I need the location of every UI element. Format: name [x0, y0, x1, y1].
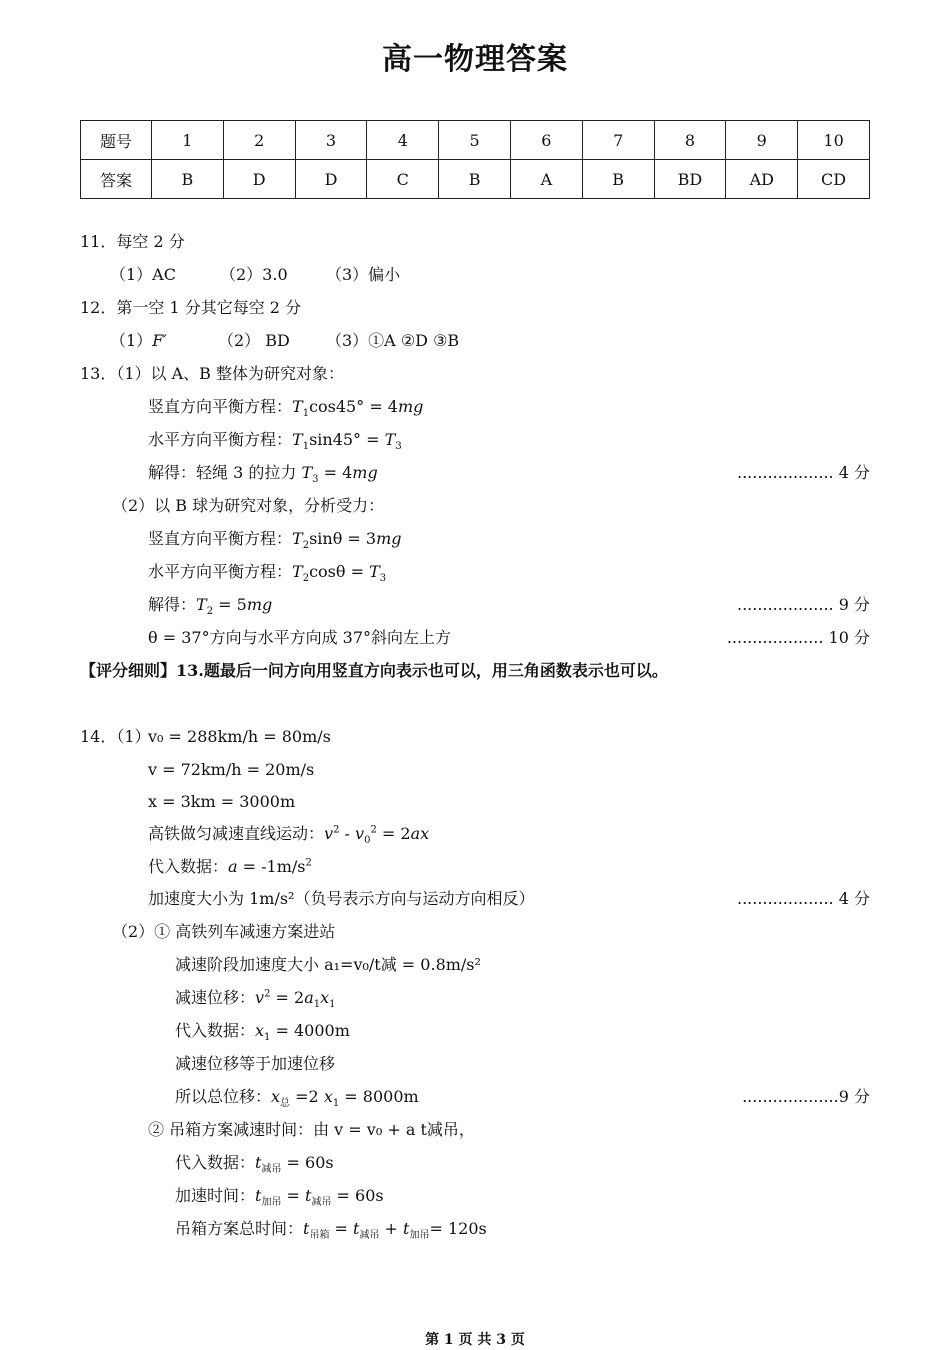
scoring-note: 【评分细则】13.题最后一问方向用竖直方向表示也可以，用三角函数表示也可以。: [80, 661, 668, 680]
answer-cell: D: [223, 160, 295, 199]
q12-answer-2: （2） BD: [218, 331, 290, 350]
question-number-cell: 10: [798, 121, 870, 160]
equation-label: 水平方向平衡方程：: [148, 430, 293, 449]
equation-label: 水平方向平衡方程：: [148, 562, 293, 581]
q14-equation: 减速位移：$v^2 = 2a_1x_1$: [175, 988, 336, 1011]
page-title: 高一物理答案: [382, 42, 568, 77]
answer-cell: A: [510, 160, 582, 199]
q14-equation: 所以总位移：$x_总 =2$ $x_1 = 8000m$: [175, 1087, 419, 1110]
answer-cell: AD: [726, 160, 798, 199]
answer-cell: BD: [654, 160, 726, 199]
equation-label: 减速位移：: [175, 988, 256, 1007]
q14-line: v₀ = 288km/h = 80m/s: [148, 727, 331, 746]
equation-label: 高铁做匀减速直线运动：: [148, 824, 325, 843]
question-number-cell: 4: [367, 121, 439, 160]
q14-line: v = 72km/h = 20m/s: [148, 760, 315, 779]
question-number-cell: 9: [726, 121, 798, 160]
q14-line: ② 吊箱方案减速时间：由 v = v₀ + a t减吊，: [148, 1120, 475, 1139]
question-number-cell: 6: [510, 121, 582, 160]
q12-answer-1-value: F′: [152, 331, 167, 350]
answer-cell: D: [295, 160, 367, 199]
q14-line: 减速阶段加速度大小 a₁=v₀/t减 = 0.8m/s²: [175, 955, 481, 974]
q13-part2-heading: （2）以 B 球为研究对象，分析受力：: [112, 496, 385, 515]
q12-answer-1: [110, 331, 167, 351]
equation-label: 代入数据：: [148, 857, 229, 876]
table-row: [81, 121, 870, 160]
question-number-cell: 7: [582, 121, 654, 160]
q13-equation: 竖直方向平衡方程：$T_1\cos 45^\circ = 4mg$: [148, 397, 424, 420]
answer-cell: B: [152, 160, 224, 199]
q11-answer-1: （1）AC: [110, 265, 176, 284]
equation-label: 竖直方向平衡方程：: [148, 529, 293, 548]
q14-line: 减速位移等于加速位移: [175, 1054, 336, 1073]
q11-answer-3: （3）偏小: [326, 265, 401, 284]
q14-equation: 吊箱方案总时间：$t_{吊箱} = t_{减吊} + t_{加吊}= 120s$: [175, 1219, 487, 1242]
q13-equation: 竖直方向平衡方程：$T_2\sin\theta = 3mg$: [148, 529, 402, 552]
q13-result: 解得：轻绳 3 的拉力 $T_3 = 4mg$: [148, 463, 378, 486]
q14-line: 加速度大小为 1m/s²（负号表示方向与运动方向相反）: [148, 889, 535, 908]
answer-table: [80, 120, 870, 199]
equation-label: 所以总位移：: [175, 1087, 272, 1106]
equation-label: 代入数据：: [175, 1153, 256, 1172]
question-number-cell: 1: [152, 121, 224, 160]
q14-equation: 代入数据：$a = -1m/s^2$: [148, 857, 312, 876]
answer-cell: C: [367, 160, 439, 199]
q14-equation: 代入数据：$x_1 = 4000m$: [175, 1021, 350, 1044]
score-points: ................... 9 分: [737, 595, 870, 614]
q14-line: x = 3km = 3000m: [148, 792, 296, 811]
page-footer: 第 1 页 共 3 页: [425, 1332, 525, 1348]
q13-direction: θ = 37°方向与水平方向成 37°斜向左上方: [148, 628, 452, 647]
table-row: [81, 160, 870, 199]
question-number-cell: 3: [295, 121, 367, 160]
score-points: ................... 4 分: [737, 889, 870, 908]
equation-label: 加速时间：: [175, 1186, 256, 1205]
q11-heading: 11．每空 2 分: [80, 232, 185, 251]
score-points: ................... 4 分: [737, 463, 870, 482]
answer-cell: B: [439, 160, 511, 199]
question-number-cell: 5: [439, 121, 511, 160]
question-number-cell: 8: [654, 121, 726, 160]
answer-cell: B: [582, 160, 654, 199]
q13-equation: 水平方向平衡方程：$T_1\sin 45^\circ = T_3$: [148, 430, 402, 453]
equation-label: 吊箱方案总时间：: [175, 1219, 304, 1238]
q14-part1-heading: 14．（1）: [80, 727, 151, 746]
q13-part1-heading: 13．（1）以 A、B 整体为研究对象：: [80, 364, 345, 383]
q13-result: 解得：$T_2 = 5mg$: [148, 595, 273, 618]
table-header-cell: 题号: [81, 121, 152, 160]
q14-equation: 高铁做匀减速直线运动：$v^2 - v_0^2 = 2ax$: [148, 824, 430, 847]
q13-equation: 水平方向平衡方程：$T_2\cos\theta = T_3$: [148, 562, 387, 585]
q14-part2-heading: （2）① 高铁列车减速方案进站: [112, 922, 336, 941]
equation-label: 竖直方向平衡方程：: [148, 397, 293, 416]
score-points: ...................9 分: [742, 1087, 870, 1106]
equation-label: 代入数据：: [175, 1021, 256, 1040]
q14-equation: 加速时间：$t_{加吊} = t_{减吊} = 60s$: [175, 1186, 384, 1209]
result-label: 解得：轻绳 3 的拉力: [148, 463, 302, 482]
q11-answer-2: （2）3.0: [220, 265, 288, 284]
result-label: 解得：: [148, 595, 197, 614]
q12-heading: 12．第一空 1 分其它每空 2 分: [80, 298, 302, 317]
q14-equation: 代入数据：$t_{减吊} = 60s$: [175, 1153, 334, 1176]
answer-cell: CD: [798, 160, 870, 199]
q12-answer-1-prefix: （1）: [110, 331, 153, 350]
score-points: ................... 10 分: [726, 628, 870, 647]
question-number-cell: 2: [223, 121, 295, 160]
q12-answer-3: （3）①A ②D ③B: [326, 331, 460, 350]
table-header-cell: 答案: [81, 160, 152, 199]
